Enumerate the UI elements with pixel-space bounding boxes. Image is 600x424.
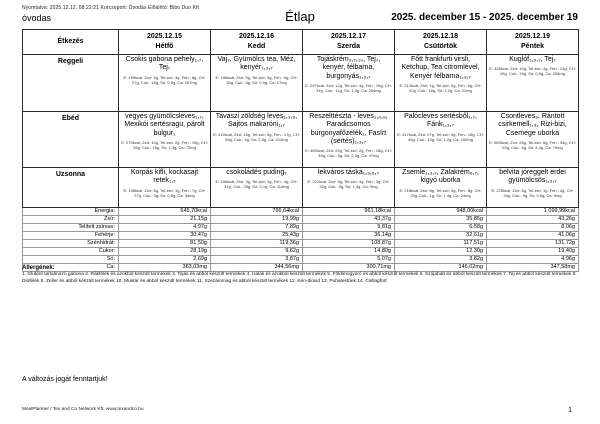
summary-row-telitett-zsirsav: [23, 224, 579, 232]
summary-label: Cukor:: [23, 248, 119, 256]
meal-cell: [211, 168, 303, 208]
summary-value: 43,37g: [303, 216, 395, 224]
meal-nutrition: E: 196kcal, Zsír: 5g, Tel.zsír: 3g, Feh.: 5g, CH: 33g, Cuk.: 6g, Só: 0,9g, Ca: 17mg: [215, 74, 298, 85]
summary-label: Ca:: [23, 264, 119, 272]
summary-row-szenhidrat: [23, 240, 579, 248]
summary-value: 948,00kcal: [395, 208, 487, 216]
summary-value: 300,71mg: [303, 264, 395, 272]
meal-name: Palócleves sertésből₁,₇, Fánk₁,₃,₇: [404, 113, 477, 129]
summary-value: 117,51g: [395, 240, 487, 248]
meal-cell: [119, 55, 211, 112]
summary-value: 4,96g: [487, 256, 579, 264]
change-notice: A változás jogát fenntartjuk!: [22, 376, 108, 383]
day-name: Péntek: [521, 43, 544, 50]
summary-label: Energia:: [23, 208, 119, 216]
summary-value: 5,07g: [303, 256, 395, 264]
column-header-thursday: [395, 30, 487, 55]
meal-cell: [119, 168, 211, 208]
column-header-wednesday: [303, 30, 395, 55]
meal-nutrition: E: 199kcal, Zsír: 5g, Tel.zsír: 3g, Feh.: 8g, CH: 27g, Cuk.: 18g, Só: 0,8g, Ca: 267mg: [123, 74, 206, 85]
meal-name: Korpás kifli, kockasajt retek₁,₇: [130, 169, 199, 185]
row-label-ebed: Ebéd: [23, 112, 119, 168]
page-number: 1: [568, 407, 572, 414]
row-label-reggeli: Reggeli: [23, 55, 119, 112]
day-name: Szerda: [337, 43, 360, 50]
meal-name: lekváros táska₁,₃,₆,₇: [317, 169, 380, 176]
summary-value: 19,40g: [487, 248, 579, 256]
summary-label: Zsír:: [23, 216, 119, 224]
meal-nutrition: E: 460kcal, Zsír: 22g, Tel.zsír: 2g, Feh.: 18g, CH: 45g, Cuk.: 5g, Só: 2,4g, Ca: 47mg: [305, 148, 392, 158]
day-name: Kedd: [247, 43, 266, 50]
summary-value: 19,99g: [211, 216, 303, 224]
summary-value: 4,97g: [119, 224, 211, 232]
summary-value: 36,14g: [303, 232, 395, 240]
meal-row-reggeli: [23, 55, 579, 112]
summary-value: 25,43g: [211, 232, 303, 240]
summary-value: 347,58mg: [487, 264, 579, 272]
meal-name: Zsemle₁,₃,₇, Zalakrém₆,₇, kigyó uborka: [402, 169, 479, 185]
summary-value: 41,06g: [487, 232, 579, 240]
meal-nutrition: E: 517kcal, Zsír: 27g, Tel.zsír: 4g, Feh.: 18g, CH: 46g, Cuk.: 10g, Só: 1,2g, Ca: 100mg: [397, 131, 484, 142]
meal-name: Reszelttészta - leves₁,₃,₉, Paradicsomos burgonyafőzelék₁, Fasírt (sertés)₁,₃,₇: [309, 113, 388, 145]
meal-cell: [487, 112, 579, 168]
meal-nutrition: E: 225kcal, Zsír: 8g, Tel.zsír: 1g, Feh.: 4g, CH: 34g, Cuk.: 9g, Só: 0,6g, Ca: 9mg: [491, 187, 574, 198]
meal-name: vegyes gyümölcsleves₁,₇, Mexikói sertésragu, párolt bulgur₁: [124, 113, 205, 137]
day-name: Csütörtök: [423, 43, 458, 50]
meal-name: csokoládés puding₇: [226, 169, 287, 176]
summary-value: 961,18kcal: [303, 208, 395, 216]
summary-value: 9,81g: [303, 224, 395, 232]
meal-nutrition: E: 156kcal, Zsír: 3g, Tel.zsír: 1g, Feh.: 4g, CH: 31g, Cuk.: 25g, Só: 0,1g, Ca: 114mg: [215, 179, 298, 190]
meal-nutrition: E: 270kcal, Zsír: 10g, Tel.zsír: 2g, Feh.: 15g, CH: 26g, Cuk.: 16g, Só: 1,3g, Ca: 72mg: [121, 139, 208, 150]
meal-cell: [211, 55, 303, 112]
summary-row-feherje: [23, 232, 579, 240]
summary-value: 146,02mg: [395, 264, 487, 272]
summary-label: Szénhidrát:: [23, 240, 119, 248]
meal-nutrition: E: 563kcal, Zsír: 26g, Tel.zsír: 5g, Feh.: 34g, CH: 53g, Cuk.: 6g, Só: 4,4g, Ca: 79mg: [489, 139, 576, 150]
summary-value: 32,61g: [395, 232, 487, 240]
meal-nutrition: E: 218kcal, Zsír: 8g, Tel.zsír: 3g, Feh.: 8g, CH: 29g, Cuk.: 1g, Só: 1,4g, Ca: 24mg: [399, 187, 482, 198]
summary-label: Telített zsírsav:: [23, 224, 119, 232]
meal-cell: [487, 55, 579, 112]
summary-value: 383,03mg: [119, 264, 211, 272]
meal-nutrition: E: 198kcal, Zsír: 6g, Tel.zsír: 1g, Feh.: 7g, CH: 27g, Cuk.: 0g, Só: 0,8g, Ca: 34mg: [123, 187, 206, 198]
summary-row-zsir: [23, 216, 579, 224]
meal-nutrition: E: 415kcal, Zsír: 15g, Tel.zsír: 5g, Feh.: 17g, CH: 56g, Cuk.: 4g, Só: 2,8g, Ca: 214mg: [213, 131, 300, 142]
meal-name: Csontleves₉, Rántott csirkemell₁,₃, Rizi-bizi, Csemege uborka: [498, 113, 567, 137]
summary-value: 3,82g: [395, 256, 487, 264]
summary-value: 108,87g: [303, 240, 395, 248]
meal-nutrition: E: 221kcal, Zsír: 9g, Tel.zsír: 4g, Feh.: 3g, CH: 32g, Cuk.: 9g, Só: 1,4g, Ca: 9mg: [307, 179, 390, 190]
meal-nutrition: E: 297kcal, Zsír: 12g, Tel.zsír: 4g, Feh.: 15g, CH: 31g, Cuk.: 11g, Só: 1,3g, Ca: 254mg: [305, 82, 392, 93]
meal-name: Csokis gabona pehely₁,₇, Tej₇: [125, 56, 204, 72]
meal-name: Vaj₇, Gyümölcs tea, Méz, kenyér₁,₃,₇: [217, 56, 296, 72]
summary-value: 766,64kcal: [211, 208, 303, 216]
meal-name: belvita jóreggelt erdei gyümölcsös₁,₃,₇: [499, 169, 566, 185]
summary-value: 14,80g: [303, 248, 395, 256]
meal-cell: [303, 55, 395, 112]
summary-value: 6,58g: [395, 224, 487, 232]
summary-value: 43,26g: [487, 216, 579, 224]
date-range: 2025. december 15 - 2025. december 19: [391, 12, 578, 23]
summary-value: 131,72g: [487, 240, 579, 248]
header-row: [23, 30, 579, 55]
summary-value: 81,50g: [119, 240, 211, 248]
summary-value: 21,15g: [119, 216, 211, 224]
day-date: 2025.12.19: [514, 32, 551, 40]
summary-row-cukor: [23, 248, 579, 256]
allergen-legend-title: Allergének:: [22, 265, 55, 271]
day-date: 2025.12.18: [422, 32, 459, 40]
allergen-legend-text: 1. Glutént tartalmazó gabona 2. Rákfélék és azokból készült termékek 3. Tojás és abból készült termékek 4. Halak és azokból készült termékek 5. Földimogyoró és abból készült termékek 6. Szójabab és abból készült termékek 7. Tej és abból készült termékek 8. Diófélék 9. Zeller és abból készült termékek 10. Mustár és abból készült termékek 11. Szezámmag és abból készült termékek 12. Kén-dioxid 13. Puhatestűek 14. Csillagfürt: [22, 272, 577, 284]
meal-name: Kuglóf₁,₃,₇, Tej₇: [509, 56, 556, 63]
summary-row-so: [23, 256, 579, 264]
meal-row-ebed: [23, 112, 579, 168]
group-label: óvodas: [22, 13, 52, 23]
summary-value: 2,69g: [119, 256, 211, 264]
footer-branding: MealPlanner / Tex and Co Network Kft. www.texandco.hu: [22, 407, 144, 412]
meal-cell: [487, 168, 579, 208]
summary-value: 28,19g: [119, 248, 211, 256]
meal-cell: [211, 112, 303, 168]
summary-value: 12,30g: [395, 248, 487, 256]
meal-cell: [303, 168, 395, 208]
meal-row-uzsonna: [23, 168, 579, 208]
meal-cell: [395, 112, 487, 168]
summary-value: 119,36g: [211, 240, 303, 248]
meal-cell: [395, 168, 487, 208]
column-header-friday: [487, 30, 579, 55]
row-label-uzsonna: Uzsonna: [23, 168, 119, 208]
day-name: Hétfő: [155, 43, 174, 50]
meal-name: Tojáskrém₃,₇,₁₀, Tej₇, kenyér, félbarna, burgonyás₁,₃,₇: [316, 56, 381, 80]
summary-row-energia: [23, 208, 579, 216]
summary-value: 35,85g: [395, 216, 487, 224]
page-title: Étlap: [285, 9, 315, 24]
summary-value: 3,87g: [211, 256, 303, 264]
meal-nutrition: E: 326kcal, Zsír: 10g, Tel.zsír: 4g, Feh.: 13g, CH: 45g, Cuk.: 19g, Só: 0,5g, Ca: 269mg: [489, 66, 576, 77]
allergen-legend: [22, 265, 578, 286]
column-header-tuesday: [211, 30, 303, 55]
menu-table: [22, 29, 579, 272]
summary-value: 7,89g: [211, 224, 303, 232]
summary-value: 645,70kcal: [119, 208, 211, 216]
summary-value: 9,62g: [211, 248, 303, 256]
summary-label: Só:: [23, 256, 119, 264]
print-info: Nyomtatva: 2025.12.12. 08:22:21 Korcsoport: Óvodás Előállító: Bibo Duo Kft: [22, 5, 199, 11]
summary-value: 30,47g: [119, 232, 211, 240]
summary-value: 1 099,99kcal: [487, 208, 579, 216]
column-header-meal: Étkezés: [23, 30, 119, 55]
meal-cell: [119, 112, 211, 168]
meal-nutrition: E: 212kcal, Zsír: 1g, Tel.zsír: 0g, Feh.: 6g, CH: 42g, Cuk.: 16g, Só: 1,2g, Ca: 22mg: [399, 82, 482, 93]
meal-name: Tavaszi zöldség leves₁,₃,₉, Sajtos makaróni₁,₇: [215, 113, 298, 129]
meal-name: Főtt frankfurti virsli, Ketchup, Tea citromlével, Kenyér félbarna₁,₃,₇: [401, 56, 480, 80]
day-date: 2025.12.17: [330, 32, 367, 40]
day-date: 2025.12.15: [146, 32, 183, 40]
summary-value: 8,06g: [487, 224, 579, 232]
column-header-monday: [119, 30, 211, 55]
day-date: 2025.12.16: [238, 32, 275, 40]
meal-cell: [303, 112, 395, 168]
summary-value: 344,56mg: [211, 264, 303, 272]
meal-cell: [395, 55, 487, 112]
summary-label: Fehérje:: [23, 232, 119, 240]
